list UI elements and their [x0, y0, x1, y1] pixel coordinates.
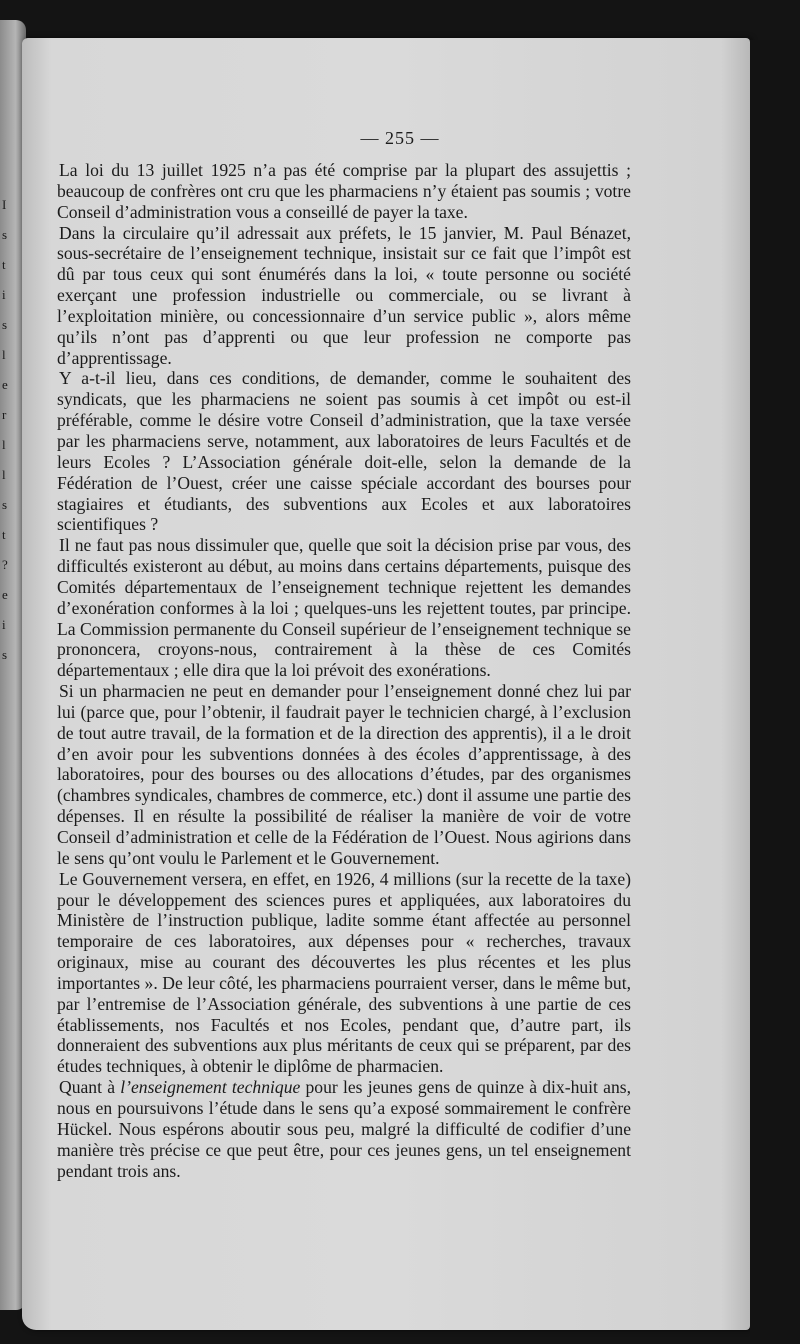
paragraph-loi-1925: La loi du 13 juillet 1925 n’a pas été comprise par la plupart des assujettis ; beaucoup de confrères ont cru que les pharmaciens n’y étaient pas soumis ; votre Conseil d’administration vous a conseillé de payer la taxe. — [57, 160, 631, 222]
facing-page-margin-letter: e — [2, 377, 8, 392]
facing-page-margin-letter: l — [2, 437, 6, 452]
italic-phrase: l’enseignement technique — [120, 1077, 301, 1098]
facing-page-margin-letter: r — [2, 407, 7, 422]
paragraph-exoneration: Si un pharmacien ne peut en demander pour l’enseignement donné chez lui par lui (parce que, pour l’obtenir, il faudrait payer le technicien chargé, à l’exclusion de tout autre travail, de la formation et de la direction des apprentis), il a le droit d’en avoir pour les subventions données à des écoles d’apprentissage, à des laboratoires, pour des bourses ou des allocations d’études, par des organismes (chambres syndicales, chambres de commerce, etc.) dont il assume une partie des dépenses. Il en résulte la possibilité de réaliser la manière de voir de votre Conseil d’administration et celle de la Fédération de l’Ouest. Nous agirions dans le sens qu’ont voulu le Parlement et le Gouvernement. — [57, 681, 631, 868]
paragraph-gouvernement: Le Gouvernement versera, en effet, en 1926, 4 millions (sur la recette de la taxe) pour le développement des sciences pures et appliquées, aux laboratoires du Ministère de l’instruction publique, ladite somme étant affectée au personnel temporaire de ces laboratoires, aux dépenses pour « recherches, travaux originaux, mise au courant des découvertes les plus récentes et les plus importantes ». De leur côté, les pharmaciens pourraient verser, dans le même but, par l’entremise de l’Association générale, des subventions à une partie de ces établissements, nos Facultés et nos Ecoles, pendant que, d’autre part, ils donneraient des subventions aux plus méritants de ceux qui se préparent, par des études techniques, à obtenir le diplôme de pharmacien. — [57, 868, 631, 1077]
facing-page-margin-letter: t — [2, 257, 6, 272]
paragraph-text-end: pour les jeunes gens de quinze à dix-huit ans, nous en poursuivons l’étude dans le sens qu’a exposé sommairement le confrère Hückel. Nous espérons aboutir sous peu, malgré la difficulté de codifier d’une manière très précise ce que peut être, pour ces jeunes gens, un tel enseignement pendant trois ans. — [57, 1077, 631, 1181]
body-text — [57, 160, 631, 1181]
paragraph-text-start: Quant à — [59, 1077, 121, 1098]
facing-page-margin-letter: e — [2, 587, 8, 602]
facing-page-margin-letter: t — [2, 527, 6, 542]
facing-page-margin-letter: i — [2, 617, 6, 632]
facing-page-margin-letter: ? — [2, 557, 8, 572]
paragraph-circulaire: Dans la circulaire qu’il adressait aux préfets, le 15 janvier, M. Paul Bénazet, sous-secrétaire de l’enseignement technique, insistait sur ce fait que l’impôt est dû par tous ceux qui sont énumérés dans la loi, « toute personne ou société exerçant une profession industrielle ou commerciale, ou se livrant à l’exploitation minière, ou concessionnaire d’un service public », alors même qu’ils n’ont pas d’apprenti ou que leur profession ne comporte pas d’apprentissage. — [57, 222, 631, 368]
paragraph-enseignement-technique — [57, 1077, 631, 1181]
facing-page-margin-letter: l — [2, 347, 6, 362]
facing-page-margin-letter: s — [2, 317, 8, 332]
paragraph-question-syndicats: Y a-t-il lieu, dans ces conditions, de demander, comme le souhaitent des syndicats, que les pharmaciens ne soient pas soumis à cet impôt ou est-il préférable, comme le désire votre Conseil d’administration, que la taxe versée par les pharmaciens serve, notamment, aux laboratoires de leurs Facultés et de leurs Ecoles ? L’Association générale doit-elle, selon la demande de la Fédération de l’Ouest, créer une caisse spéciale accordant des bourses pour stagiaires et étudiants, des subventions aux Ecoles et aux laboratoires scientifiques ? — [57, 368, 631, 535]
facing-page-margin-letter: s — [2, 497, 8, 512]
facing-page-margin-letter: s — [2, 227, 8, 242]
scan-background-edge — [750, 40, 800, 1340]
page-number: — 255 — — [360, 128, 440, 148]
facing-page-margin-letter: I — [2, 197, 7, 212]
facing-page-margin-letter: i — [2, 287, 6, 302]
paragraph-difficultes: Il ne faut pas nous dissimuler que, quelle que soit la décision prise par vous, des difficultés existeront au début, au moins dans certains départements, puisque des Comités départementaux de l’enseignement technique rejettent les demandes d’exonération conformes à la loi ; quelques-uns les rejettent toutes, par principe. La Commission permanente du Conseil supérieur de l’enseignement technique se prononcera, croyons-nous, contrairement à la thèse de ces Comités départementaux ; elle dira que la loi prévoit des exonérations. — [57, 535, 631, 681]
facing-page-margin-letter: s — [2, 647, 8, 662]
facing-page-margin-letters — [2, 190, 16, 670]
facing-page-margin-letter: l — [2, 467, 6, 482]
